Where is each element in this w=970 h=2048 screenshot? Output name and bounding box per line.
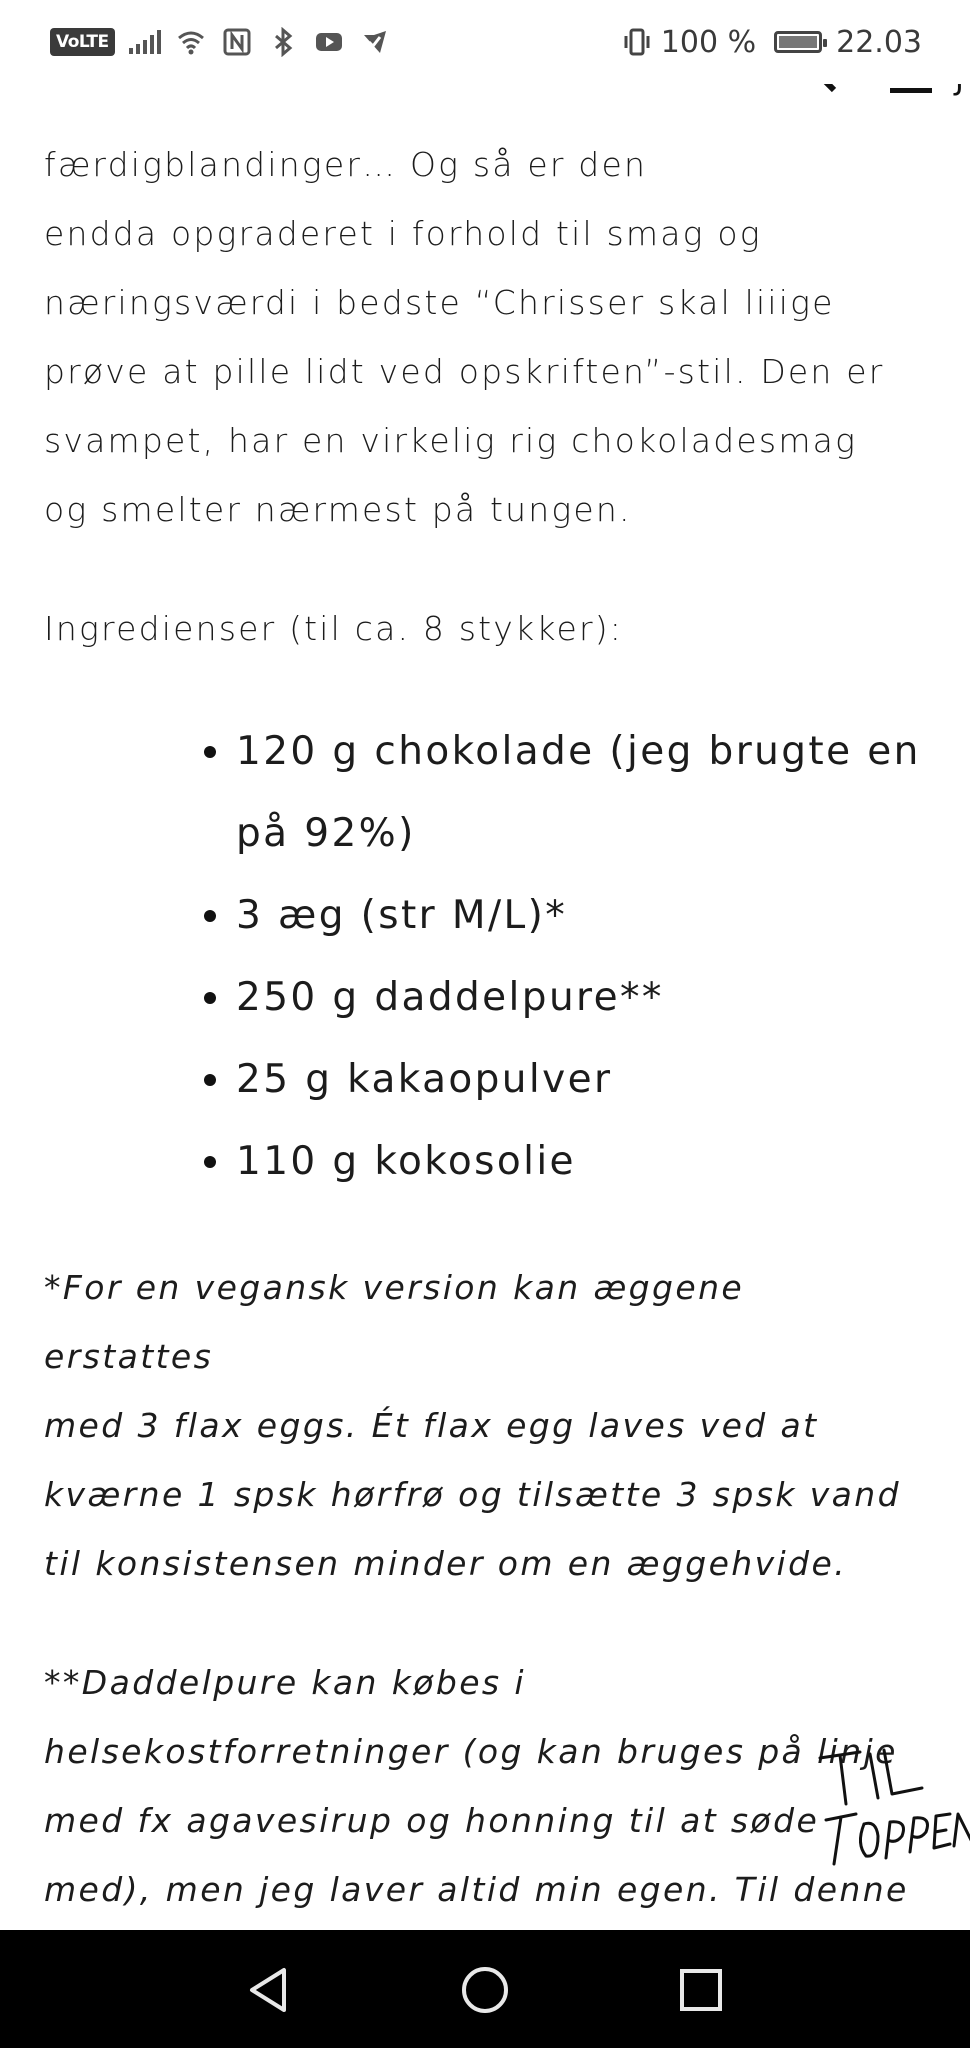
navigation-bar xyxy=(0,1930,970,2048)
intro-line: og smelter nærmest på tungen. xyxy=(44,490,632,529)
battery-fill xyxy=(779,36,817,48)
ingredient-text: 250 g daddelpure** xyxy=(236,975,664,1020)
recents-icon[interactable] xyxy=(675,1964,727,2016)
nfc-icon xyxy=(221,27,253,57)
note-line: til konsistensen minder om en æggehvide. xyxy=(44,1544,848,1583)
ingredient-text: 3 æg (str M/L)* xyxy=(236,893,568,938)
ingredient-text: 120 g chokolade (jeg brugte en på 92%) xyxy=(236,729,921,856)
vegan-note xyxy=(44,1253,924,1598)
status-bar xyxy=(0,0,970,84)
intro-line: næringsværdi i bedste “Chrisser skal liiige xyxy=(44,283,835,322)
ingredient-text: 110 g kokosolie xyxy=(236,1139,576,1184)
intro-line: endda opgraderet i forhold til smag og xyxy=(44,214,762,253)
intro-line: prøve at pille lidt ved opskriften”-stil. Den er xyxy=(44,352,885,391)
status-right xyxy=(621,22,922,62)
wifi-icon xyxy=(175,27,207,57)
bullet-icon xyxy=(204,992,216,1004)
back-icon[interactable] xyxy=(244,1964,296,2016)
status-left xyxy=(50,22,391,62)
ingredients-heading: Ingredienser (til ca. 8 stykker): xyxy=(44,609,624,648)
ingredient-text: 25 g kakaopulver xyxy=(236,1057,613,1102)
note-line: helsekostforretninger (og kan bruges på linje xyxy=(44,1732,898,1771)
note-line: med 3 flax eggs. Ét flax egg laves ved at xyxy=(44,1406,819,1445)
clock: 22.03 xyxy=(836,24,922,60)
ingredients-list xyxy=(44,711,924,1203)
list-item xyxy=(236,875,924,957)
list-item xyxy=(236,711,924,875)
note-line: med), men jeg laver altid min egen. Til denne xyxy=(44,1870,909,1909)
article-content xyxy=(44,130,924,1993)
vibrate-icon xyxy=(621,27,653,57)
check-icon xyxy=(359,27,391,57)
note-line: kværne 1 spsk hørfrø og tilsætte 3 spsk vand xyxy=(44,1475,901,1514)
note-line: med fx agavesirup og honning til at søde xyxy=(44,1801,820,1840)
bullet-icon xyxy=(204,746,216,758)
signal-icon xyxy=(129,30,161,54)
bullet-icon xyxy=(204,1074,216,1086)
volte-badge: VoLTE xyxy=(50,28,115,56)
battery-icon xyxy=(774,31,822,53)
bluetooth-icon xyxy=(267,27,299,57)
intro-paragraph xyxy=(44,130,924,544)
battery-percent: 100 % xyxy=(660,24,757,60)
back-to-top-link[interactable] xyxy=(812,1740,970,1880)
youtube-icon xyxy=(313,27,345,57)
bullet-icon xyxy=(204,1156,216,1168)
note-line: **Daddelpure kan købes i xyxy=(44,1663,526,1702)
list-item xyxy=(236,1121,924,1203)
intro-line: svampet, har en virkelig rig chokoladesmag xyxy=(44,421,858,460)
home-icon[interactable] xyxy=(459,1964,511,2016)
note-line: *For en vegansk version kan æggene erstattes xyxy=(44,1268,745,1376)
back-to-top-handwriting xyxy=(812,1740,970,1880)
bullet-icon xyxy=(204,910,216,922)
list-item xyxy=(236,957,924,1039)
intro-line: færdigblandinger… Og så er den xyxy=(44,145,648,184)
list-item xyxy=(236,1039,924,1121)
